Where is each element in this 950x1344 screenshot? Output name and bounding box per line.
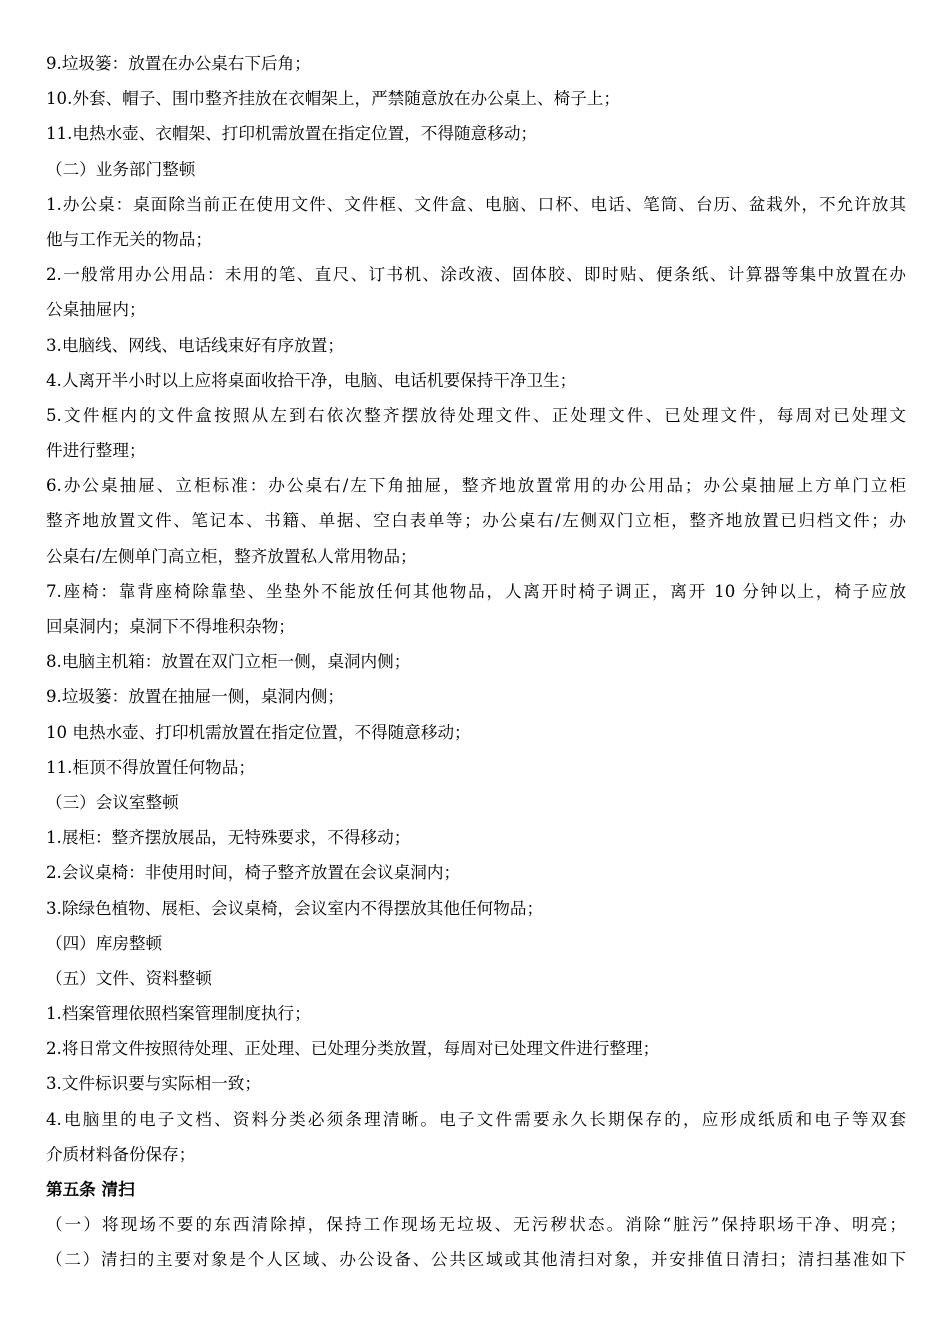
text-line: 10 电热水壶、打印机需放置在指定位置，不得随意移动； [46,722,471,742]
text-line: 公桌右/左侧单门高立柜，整齐放置私人常用物品； [46,546,417,566]
text-line: （五）文件、资料整顿 [46,968,212,988]
text-line: 公桌抽屉内； [46,300,146,320]
text-line: 3.文件标识要与实际相一致； [46,1074,261,1094]
text-line: 9.垃圾篓：放置在抽屉一侧，桌洞内侧； [46,687,344,707]
text-line: 1.档案管理依照档案管理制度执行； [46,1004,311,1024]
text-line: 11.柜顶不得放置任何物品； [46,757,255,777]
text-line: 10.外套、帽子、围巾整齐挂放在衣帽架上，严禁随意放在办公桌上、椅子上； [46,89,620,109]
text-line: 2.会议桌椅：非使用时间，椅子整齐放置在会议桌洞内； [46,863,461,883]
text-line: 1.办公桌：桌面除当前正在使用文件、文件框、文件盒、电脑、口杯、电话、笔筒、台历、盆栽外，不允许放其 [46,194,906,214]
text-line: 5.文件框内的文件盒按照从左到右依次整齐摆放待处理文件、正处理文件、已处理文件，每周对已处理文 [46,405,906,425]
text-line: 6.办公桌抽屉、立柜标准：办公桌右/左下角抽屉，整齐地放置常用的办公用品；办公桌抽屉上方单门立柜 [46,476,906,496]
text-line: 3.除绿色植物、展柜、会议桌椅，会议室内不得摆放其他任何物品； [46,898,544,918]
text-line: 9.垃圾篓：放置在办公桌右下后角； [46,54,311,73]
text-line: 2.一般常用办公用品：未用的笔、直尺、订书机、涂改液、固体胶、即时贴、便条纸、计算器等集中放置在办 [46,265,906,285]
text-line: （三）会议室整顿 [46,792,179,812]
text-line: 4.电脑里的电子文档、资料分类必须条理清晰。电子文件需要永久长期保存的，应形成纸质和电子等双套 [46,1109,906,1129]
section-heading: 第五条 清扫 [46,1179,135,1199]
text-line: 7.座椅：靠背座椅除靠垫、坐垫外不能放任何其他物品，人离开时椅子调正，离开 10 分钟以上，椅子应放 [46,581,906,601]
text-line: 11.电热水壶、衣帽架、打印机需放置在指定位置，不得随意移动； [46,124,538,144]
text-line: 介质材料备份保存； [46,1144,196,1164]
text-line: 4.人离开半小时以上应将桌面收拾干净，电脑、电话机要保持干净卫生； [46,370,577,390]
text-line: 8.电脑主机箱：放置在双门立柜一侧，桌洞内侧； [46,652,411,672]
text-line: 件进行整理； [46,441,146,461]
text-line: 2.将日常文件按照待处理、正处理、已处理分类放置，每周对已处理文件进行整理； [46,1039,660,1059]
text-line: （四）库房整顿 [46,933,163,953]
text-line: 回桌洞内；桌洞下不得堆积杂物； [46,617,295,636]
text-line: 他与工作无关的物品； [46,229,212,249]
text-line: 3.电脑线、网线、电话线束好有序放置； [46,335,344,355]
text-line: （一）将现场不要的东西清除掉，保持工作现场无垃圾、无污秽状态。消除“脏污”保持职场干净、明亮； [46,1215,906,1235]
text-line: （二）业务部门整顿 [46,159,196,179]
text-line: （二）清扫的主要对象是个人区域、办公设备、公共区域或其他清扫对象，并安排值日清扫；清扫基准如下 [46,1250,906,1270]
text-line: 1.展柜：整齐摆放展品，无特殊要求，不得移动； [46,828,411,848]
text-line: 整齐地放置文件、笔记本、书籍、单据、空白表单等；办公桌右/左侧双门立柜，整齐地放置已归档文件；办 [46,511,906,531]
